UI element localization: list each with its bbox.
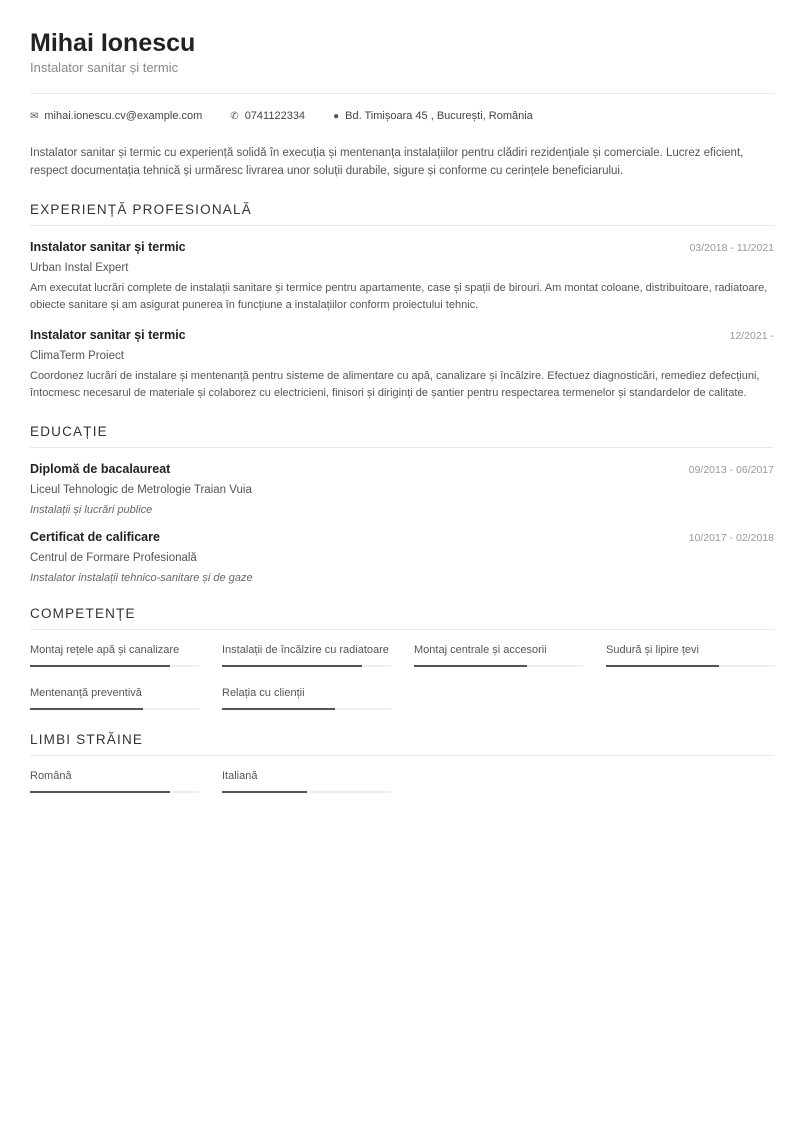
skills-name: Relația cu clienții — [222, 687, 305, 699]
contact-info — [30, 110, 774, 122]
skills-level-bar — [414, 665, 583, 667]
skills-grid — [30, 642, 774, 710]
education-item — [30, 530, 774, 584]
education-dates: 10/2017 - 02/2018 — [688, 532, 774, 544]
education-heading: EDUCAȚIE — [30, 424, 774, 448]
languages-name: Italiană — [222, 770, 258, 782]
candidate-name: Mihai Ionescu — [30, 29, 196, 57]
job-description: Am executat lucrări complete de instalații sanitare și termice pentru apartamente, case și spații de birouri. Am montat coloane, distribuitoare, radiatoare, obiecte sanitare și am asigurat punerea în funcțiune a instalațiilor conform proiectului tehnic. — [30, 282, 768, 311]
degree-title: Certificat de calificare — [30, 530, 160, 544]
languages-level-bar — [30, 791, 199, 793]
languages-heading: LIMBI STRĂINE — [30, 732, 774, 756]
skills-level-fill — [222, 665, 362, 667]
field-of-study: Instalator instalații tehnico-sanitare și de gaze — [30, 572, 253, 584]
experience-header — [30, 240, 774, 254]
skills-level-bar — [30, 665, 199, 667]
phone-icon: ✆ — [230, 110, 239, 122]
skills-name: Montaj rețele apă și canalizare — [30, 644, 180, 656]
degree-title: Diplomă de bacalaureat — [30, 462, 171, 476]
job-description: Coordonez lucrări de instalare și mentenanță pentru sisteme de alimentare cu apă, canalizare și încălzire. Efectuez diagnosticări, remediez defecțiuni, întocmesc necesarul de materiale și colaborez cu electricieni, finisori și diriginți de șantier pentru respectarea termenelor și standardelor de calitate. — [30, 370, 760, 399]
candidate-title: Instalator sanitar și termic — [30, 60, 179, 75]
languages-level-fill — [222, 791, 307, 793]
skills-name: Sudură și lipire țevi — [606, 644, 699, 656]
location-pin-icon: ● — [333, 110, 340, 122]
summary: Instalator sanitar și termic cu experiență solidă în execuția și mentenanța instalațiilor pentru clădiri rezidențiale și comerciale. Lucrez eficient, respect documentația tehnică și urmăresc livrarea unor soluții durabile, sigure și conforme cu cerințele beneficiarului. — [30, 147, 744, 177]
languages-level-bar — [222, 791, 391, 793]
job-title: Instalator sanitar și termic — [30, 240, 186, 254]
skills-level-fill — [414, 665, 527, 667]
skills-level-bar — [606, 665, 775, 667]
skills-heading: COMPETENȚE — [30, 606, 774, 630]
address: Bd. Timișoara 45 , București, România — [345, 110, 533, 122]
skills-item — [30, 685, 199, 710]
skills-item — [30, 642, 199, 667]
field-of-study: Instalații și lucrări publice — [30, 504, 153, 516]
phone[interactable]: 0741122334 — [244, 110, 306, 122]
skills-item — [606, 642, 775, 667]
job-title: Instalator sanitar și termic — [30, 328, 186, 342]
languages-name: Română — [30, 770, 72, 782]
skills-level-bar — [222, 708, 391, 710]
skills-item — [222, 685, 391, 710]
education-header — [30, 530, 774, 544]
education-dates: 09/2013 - 06/2017 — [688, 464, 774, 476]
experience-item — [30, 240, 774, 314]
job-dates: 12/2021 - — [729, 330, 774, 342]
languages-item — [30, 768, 199, 793]
skills-level-fill — [606, 665, 719, 667]
skills-item — [414, 642, 583, 667]
skills-item — [222, 642, 391, 667]
skills-level-bar — [30, 708, 199, 710]
company: ClimaTerm Proiect — [30, 350, 124, 362]
languages-level-fill — [30, 791, 170, 793]
experience-header — [30, 328, 774, 342]
languages-grid — [30, 768, 774, 793]
experience-item — [30, 328, 774, 402]
experience-heading: EXPERIENȚĂ PROFESIONALĂ — [30, 202, 774, 226]
education-header — [30, 462, 774, 476]
divider — [30, 93, 774, 94]
languages-item — [222, 768, 391, 793]
skills-name: Instalații de încălzire cu radiatoare — [222, 644, 389, 656]
skills-name: Mentenanță preventivă — [30, 687, 142, 699]
skills-level-bar — [222, 665, 391, 667]
email-icon: ✉ — [30, 110, 39, 122]
skills-level-fill — [30, 665, 170, 667]
school: Centrul de Formare Profesională — [30, 552, 197, 564]
school: Liceul Tehnologic de Metrologie Traian Vuia — [30, 484, 252, 496]
skills-name: Montaj centrale și accesorii — [414, 644, 547, 656]
education-item — [30, 462, 774, 516]
skills-level-fill — [222, 708, 335, 710]
job-dates: 03/2018 - 11/2021 — [689, 242, 774, 254]
company: Urban Instal Expert — [30, 262, 129, 274]
skills-level-fill — [30, 708, 143, 710]
email[interactable]: mihai.ionescu.cv@example.com — [44, 110, 203, 122]
